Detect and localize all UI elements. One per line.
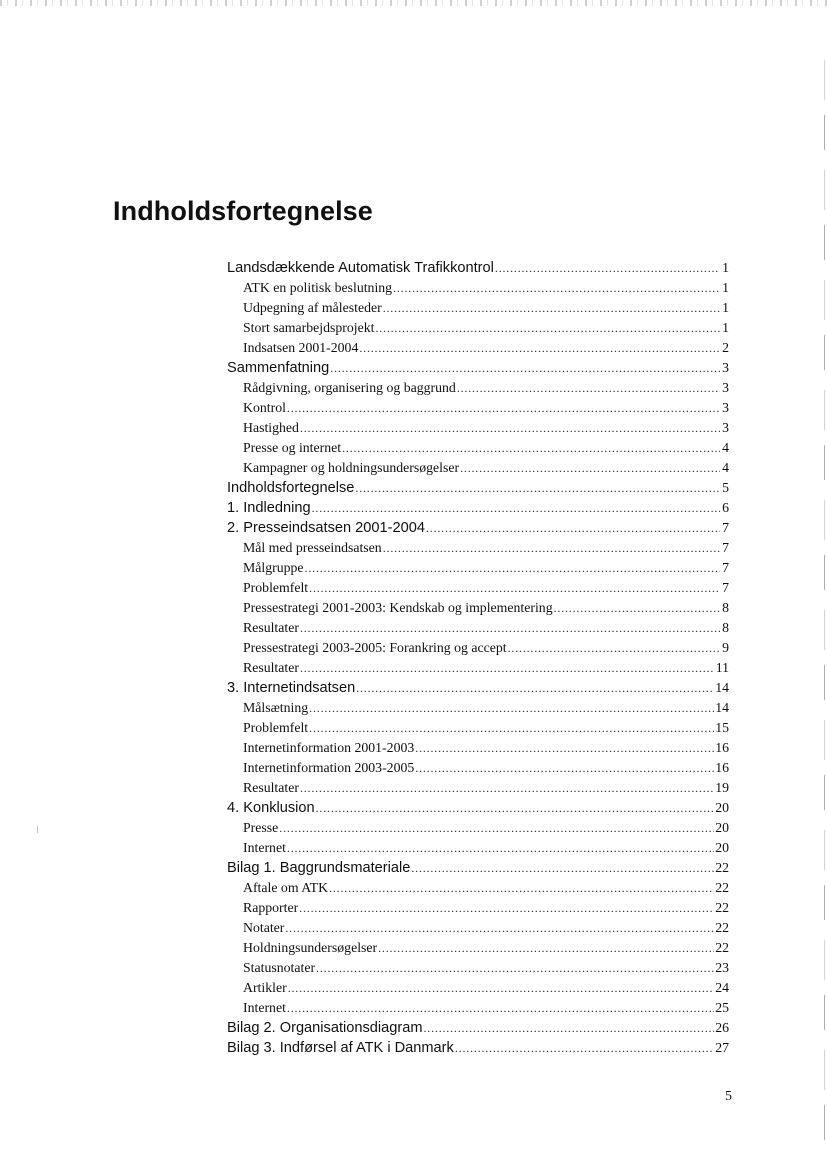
toc-entry-section (227, 518, 729, 538)
toc-entry-page: 25 (715, 1000, 729, 1015)
toc-entry-label: Bilag 1. Baggrundsmateriale (227, 860, 411, 876)
toc-entry-subsection (227, 618, 729, 638)
scan-speck (37, 826, 38, 833)
toc-entry-label: Indsatsen 2001-2004 (243, 340, 359, 355)
toc-dot-leader (300, 418, 720, 438)
toc-dot-leader (330, 358, 720, 378)
toc-dot-leader (287, 398, 720, 418)
toc-dot-leader (455, 1038, 714, 1058)
toc-entry-subsection (227, 418, 729, 438)
toc-entry-subsection (227, 838, 729, 858)
toc-entry-label: Internetinformation 2001-2003 (243, 740, 415, 755)
toc-entry-label: Statusnotater (243, 960, 316, 975)
toc-dot-leader (457, 378, 720, 398)
toc-entry-page: 7 (722, 580, 729, 595)
toc-entry-page: 7 (722, 520, 729, 535)
toc-entry-label: Udpegning af målesteder (243, 300, 382, 315)
toc-dot-leader (554, 598, 720, 618)
table-of-contents (227, 258, 729, 1058)
toc-dot-leader (393, 278, 720, 298)
toc-dot-leader (411, 858, 714, 878)
toc-entry-page: 22 (715, 880, 729, 895)
toc-entry-page: 26 (715, 1020, 729, 1035)
toc-entry-page: 20 (715, 840, 729, 855)
toc-dot-leader (309, 698, 714, 718)
toc-entry-page: 15 (715, 720, 729, 735)
toc-entry-page: 20 (715, 820, 729, 835)
toc-entry-label: Kampagner og holdningsundersøgelser (243, 460, 460, 475)
toc-entry-subsection (227, 758, 729, 778)
toc-entry-page: 22 (715, 940, 729, 955)
toc-entry-subsection (227, 658, 729, 678)
toc-entry-page: 3 (722, 360, 729, 375)
toc-entry-page: 22 (715, 920, 729, 935)
toc-entry-subsection (227, 278, 729, 298)
toc-entry-page: 3 (722, 420, 729, 435)
toc-entry-label: 2. Presseindsatsen 2001-2004 (227, 520, 425, 536)
toc-entry-subsection (227, 318, 729, 338)
toc-entry-label: Bilag 2. Organisationsdiagram (227, 1020, 423, 1036)
toc-dot-leader (383, 298, 720, 318)
toc-dot-leader (288, 978, 715, 998)
toc-dot-leader (495, 258, 720, 278)
toc-entry-section (227, 258, 729, 278)
toc-dot-leader (359, 338, 720, 358)
toc-entry-subsection (227, 558, 729, 578)
toc-dot-leader (329, 878, 714, 898)
toc-dot-leader (316, 798, 715, 818)
toc-dot-leader (309, 718, 714, 738)
toc-entry-subsection (227, 938, 729, 958)
toc-entry-subsection (227, 438, 729, 458)
toc-entry-label: Pressestrategi 2003-2005: Forankring og accept (243, 640, 507, 655)
toc-dot-leader (299, 898, 714, 918)
toc-entry-subsection (227, 338, 729, 358)
toc-entry-subsection (227, 378, 729, 398)
toc-entry-label: Artikler (243, 980, 287, 995)
toc-dot-leader (287, 998, 714, 1018)
toc-entry-page: 27 (715, 1040, 729, 1055)
toc-entry-label: Mål med presseindsatsen (243, 540, 382, 555)
toc-entry-subsection (227, 918, 729, 938)
toc-entry-subsection (227, 998, 729, 1018)
toc-dot-leader (316, 958, 714, 978)
toc-entry-label: Aftale om ATK (243, 880, 329, 895)
toc-entry-section (227, 478, 729, 498)
toc-entry-page: 22 (715, 860, 729, 875)
toc-entry-page: 4 (722, 440, 729, 455)
toc-entry-section (227, 498, 729, 518)
toc-entry-label: Internetinformation 2003-2005 (243, 760, 415, 775)
toc-entry-subsection (227, 898, 729, 918)
toc-entry-label: Presse og internet (243, 440, 342, 455)
toc-entry-page: 22 (715, 900, 729, 915)
toc-entry-label: Problemfelt (243, 720, 309, 735)
toc-dot-leader (279, 818, 714, 838)
toc-dot-leader (383, 538, 720, 558)
toc-entry-page: 1 (722, 300, 729, 315)
toc-entry-subsection (227, 718, 729, 738)
toc-entry-label: Pressestrategi 2001-2003: Kendskab og implementering (243, 600, 553, 615)
toc-entry-page: 11 (715, 660, 729, 675)
toc-dot-leader (460, 458, 720, 478)
toc-entry-subsection (227, 538, 729, 558)
toc-entry-label: Kontrol (243, 400, 286, 415)
toc-entry-label: Problemfelt (243, 580, 309, 595)
page-number: 5 (725, 1089, 732, 1104)
toc-entry-page: 6 (722, 500, 729, 515)
toc-dot-leader (305, 558, 720, 578)
toc-entry-subsection (227, 958, 729, 978)
toc-dot-leader (378, 938, 714, 958)
toc-dot-leader (309, 578, 720, 598)
toc-dot-leader (415, 758, 714, 778)
scan-edge-top (0, 0, 827, 6)
toc-entry-label: Resultater (243, 620, 299, 635)
toc-entry-label: Hastighed (243, 420, 299, 435)
toc-entry-page: 1 (722, 260, 729, 275)
toc-entry-label: Målsætning (243, 700, 309, 715)
toc-entry-subsection (227, 818, 729, 838)
toc-entry-label: Holdningsundersøgelser (243, 940, 378, 955)
toc-entry-page: 24 (715, 980, 729, 995)
toc-entry-page: 9 (722, 640, 729, 655)
toc-entry-section (227, 858, 729, 878)
toc-dot-leader (300, 778, 714, 798)
toc-entry-label: Resultater (243, 780, 299, 795)
toc-entry-label: 1. Indledning (227, 500, 311, 516)
toc-entry-page: 8 (722, 620, 729, 635)
toc-entry-label: Internet (243, 840, 286, 855)
toc-entry-subsection (227, 578, 729, 598)
toc-entry-section (227, 358, 729, 378)
toc-entry-page: 14 (715, 680, 729, 695)
toc-dot-leader (356, 678, 714, 698)
page-title: Indholdsfortegnelse (113, 196, 373, 226)
toc-entry-label: Sammenfatning (227, 360, 330, 376)
toc-entry-page: 3 (722, 380, 729, 395)
toc-entry-subsection (227, 398, 729, 418)
toc-entry-page: 8 (722, 600, 729, 615)
toc-entry-label: Rapporter (243, 900, 299, 915)
toc-entry-subsection (227, 778, 729, 798)
toc-entry-label: Presse (243, 820, 279, 835)
toc-entry-page: 2 (722, 340, 729, 355)
toc-entry-label: Landsdækkende Automatisk Trafikkontrol (227, 260, 494, 276)
toc-entry-label: 3. Internetindsatsen (227, 680, 356, 696)
toc-entry-label: 4. Konklusion (227, 800, 315, 816)
toc-entry-label: Bilag 3. Indførsel af ATK i Danmark (227, 1040, 454, 1056)
toc-entry-label: Notater (243, 920, 285, 935)
toc-entry-label: ATK en politisk beslutning (243, 280, 393, 295)
toc-entry-label: Stort samarbejdsprojekt (243, 320, 375, 335)
toc-dot-leader (508, 638, 720, 658)
toc-dot-leader (287, 838, 714, 858)
toc-entry-page: 1 (722, 280, 729, 295)
toc-entry-page: 1 (722, 320, 729, 335)
toc-entry-page: 19 (715, 780, 729, 795)
toc-entry-subsection (227, 978, 729, 998)
toc-entry-section (227, 1038, 729, 1058)
toc-dot-leader (426, 518, 720, 538)
toc-dot-leader (424, 1018, 715, 1038)
toc-dot-leader (355, 478, 720, 498)
toc-entry-page: 7 (722, 540, 729, 555)
toc-entry-label: Målgruppe (243, 560, 304, 575)
toc-entry-page: 23 (715, 960, 729, 975)
toc-entry-label: Indholdsfortegnelse (227, 480, 355, 496)
toc-entry-subsection (227, 598, 729, 618)
toc-dot-leader (375, 318, 720, 338)
toc-entry-subsection (227, 878, 729, 898)
toc-entry-subsection (227, 638, 729, 658)
toc-dot-leader (300, 618, 720, 638)
toc-entry-label: Internet (243, 1000, 286, 1015)
toc-entry-page: 20 (715, 800, 729, 815)
toc-entry-page: 14 (715, 700, 729, 715)
toc-entry-page: 7 (722, 560, 729, 575)
toc-entry-section (227, 1018, 729, 1038)
toc-entry-page: 4 (722, 460, 729, 475)
toc-entry-label: Resultater (243, 660, 299, 675)
toc-entry-section (227, 678, 729, 698)
toc-entry-subsection (227, 458, 729, 478)
toc-entry-subsection (227, 698, 729, 718)
toc-dot-leader (285, 918, 714, 938)
toc-entry-page: 16 (715, 760, 729, 775)
toc-entry-page: 16 (715, 740, 729, 755)
toc-dot-leader (342, 438, 720, 458)
toc-entry-subsection (227, 738, 729, 758)
toc-dot-leader (300, 658, 715, 678)
toc-entry-section (227, 798, 729, 818)
toc-entry-label: Rådgivning, organisering og baggrund (243, 380, 456, 395)
toc-dot-leader (312, 498, 720, 518)
toc-entry-page: 3 (722, 400, 729, 415)
toc-entry-page: 5 (722, 480, 729, 495)
scan-edge-right (824, 60, 825, 1160)
toc-dot-leader (415, 738, 714, 758)
toc-entry-subsection (227, 298, 729, 318)
